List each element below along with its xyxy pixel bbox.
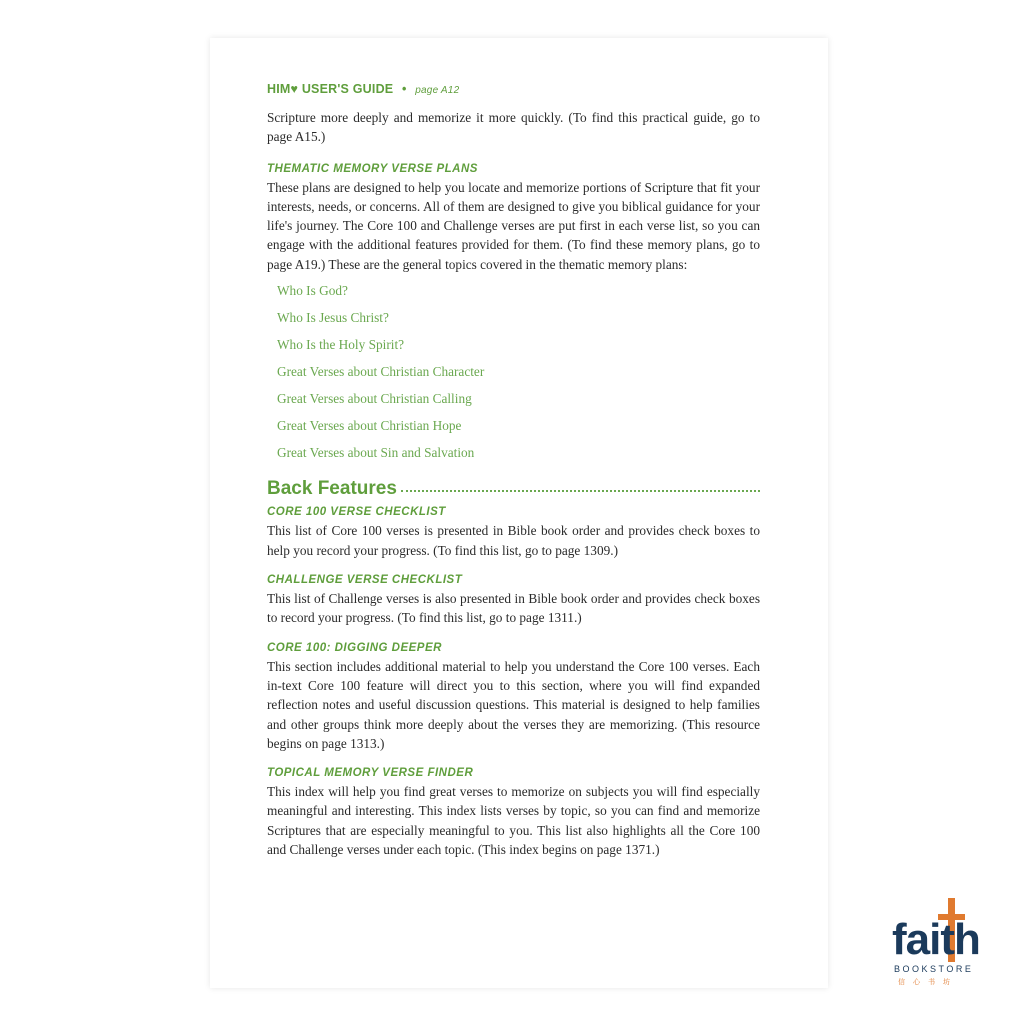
verse-finder-body: This index will help you find great verses to memorize on subjects you will find especially meaningful and interesting. This index lists verses by topic, so you can find and memorize Scriptures that are especially meaningful to you. This list also highlights all the Core 100 and Challenge verses under each topic. (This index begins on page 1371.) bbox=[267, 784, 760, 857]
topic-list bbox=[267, 278, 760, 466]
topic-item: Great Verses about Christian Hope bbox=[277, 417, 462, 433]
back-features-title bbox=[267, 478, 760, 500]
topic-item: Great Verses about Christian Calling bbox=[277, 390, 472, 406]
guide-title: USER'S GUIDE bbox=[301, 82, 394, 96]
topic-item: Who Is the Holy Spirit? bbox=[277, 336, 405, 352]
core-checklist-body: This list of Core 100 verses is presented in Bible book order and provides check boxes to help you record your progress. (To find this list, go to page 1309.) bbox=[267, 523, 760, 558]
topic-item: Who Is Jesus Christ? bbox=[277, 309, 389, 325]
topic-item: Great Verses about Christian Character bbox=[277, 363, 485, 379]
book-page bbox=[210, 38, 828, 988]
core-checklist-heading: CORE 100 VERSE CHECKLIST bbox=[267, 506, 446, 519]
challenge-checklist-body: This list of Challenge verses is also presented in Bible book order and provides check boxes to record your progress. (To find this list, go to page 1311.) bbox=[267, 591, 760, 626]
running-head bbox=[267, 82, 760, 96]
logo-tagline: BOOKSTORE bbox=[894, 964, 974, 974]
page-content bbox=[267, 82, 760, 859]
page-reference: page A12 bbox=[415, 85, 460, 96]
section-title-text: Back Features bbox=[267, 478, 397, 500]
intro-paragraph: Scripture more deeply and memorize it more quickly. (To find this practical guide, go to page A15.) bbox=[267, 110, 760, 145]
bullet-separator: • bbox=[402, 82, 407, 96]
topic-item: Great Verses about Sin and Salvation bbox=[277, 444, 475, 460]
digging-deeper-body: This section includes additional material to help you understand the Core 100 verses. Each in-text Core 100 feature will direct you to this section, where you will find expanded reflection notes and useful discussion questions. This material is designed to help families and other groups think more deeply about the verses they are memorizing. (This resource begins on page 1313.) bbox=[267, 658, 760, 751]
topic-item: Who Is God? bbox=[277, 283, 348, 299]
verse-finder-heading: TOPICAL MEMORY VERSE FINDER bbox=[267, 767, 474, 780]
challenge-checklist-heading: CHALLENGE VERSE CHECKLIST bbox=[267, 574, 463, 587]
faith-bookstore-logo bbox=[892, 898, 992, 994]
thematic-heading: THEMATIC MEMORY VERSE PLANS bbox=[267, 162, 478, 175]
dotted-leader bbox=[401, 490, 760, 492]
logo-chinese: 信心书坊 bbox=[898, 978, 958, 986]
digging-deeper-heading: CORE 100: DIGGING DEEPER bbox=[267, 641, 442, 654]
brand-mark: HIM♥ bbox=[267, 82, 299, 96]
logo-word: faith bbox=[892, 915, 980, 964]
thematic-body: These plans are designed to help you locate and memorize portions of Scripture that fit your interests, needs, or concerns. All of them are designed to give you biblical guidance for your life's journey. The Core 100 and Challenge verses are put first in each verse list, so you can engage with the additional features provided for them. (To find these memory plans, go to page A19.) These are the general topics covered in the thematic memory plans: bbox=[267, 179, 760, 272]
